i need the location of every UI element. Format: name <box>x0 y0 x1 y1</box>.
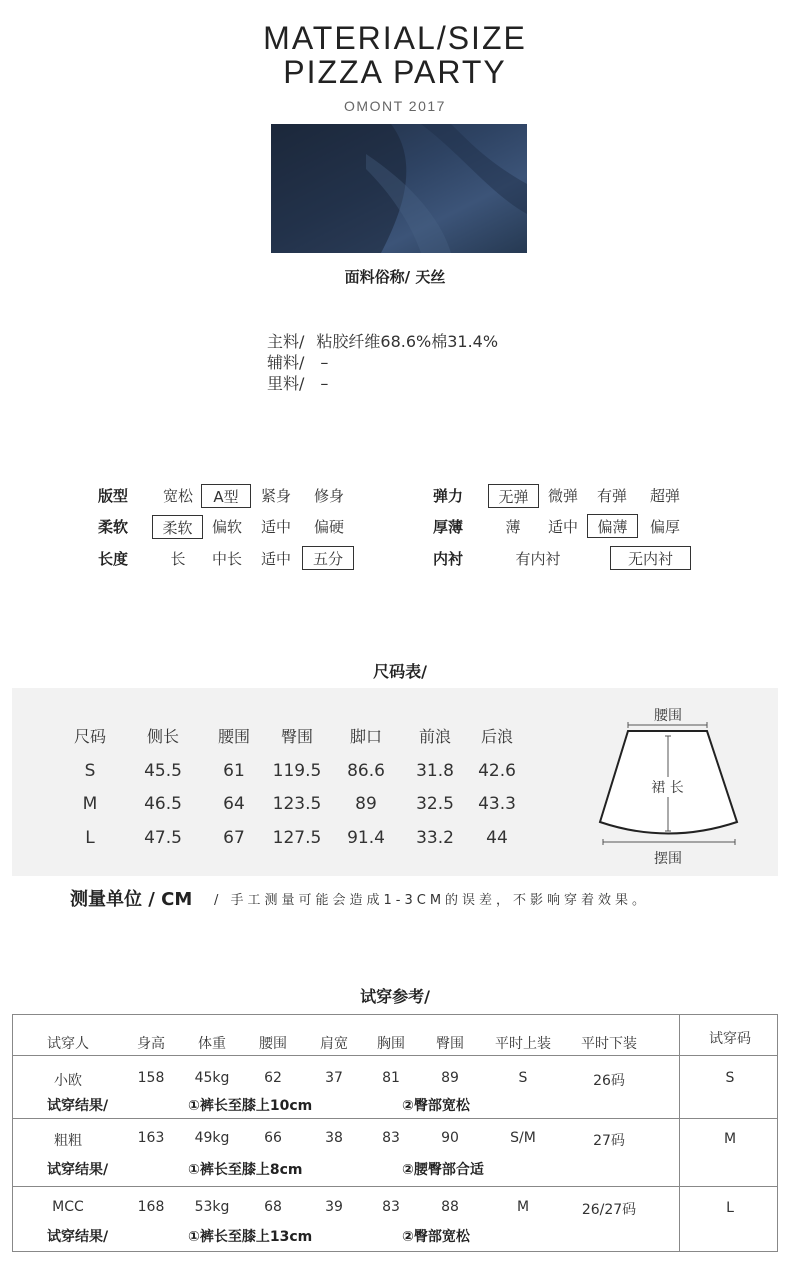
title-line-1: MATERIAL/SIZE <box>263 20 527 56</box>
size-cell: 31.8 <box>416 761 454 781</box>
fitting-cell: 小欧 <box>54 1073 82 1089</box>
diagram-waist-label: 腰围 <box>654 708 682 724</box>
size-cell: 44 <box>486 828 508 848</box>
size-cell: 127.5 <box>272 828 322 848</box>
material-label: 主料/ <box>267 332 305 351</box>
fabric-photo <box>271 124 527 253</box>
material-label: 里料/ <box>267 374 305 393</box>
fitting-result-label: 试穿结果/ <box>47 1098 109 1114</box>
fitting-header-line <box>12 1055 778 1056</box>
fitting-cell: 45kg <box>194 1070 230 1086</box>
fitting-result-2: ②臀部宽松 <box>402 1229 470 1245</box>
fitting-result-1: ①裤长至膝上10cm <box>188 1098 313 1114</box>
fitting-cell: 26/27码 <box>581 1202 637 1218</box>
size-cell: 64 <box>223 794 245 814</box>
fitting-divider <box>679 1014 680 1252</box>
attr-option: 宽松 <box>162 487 193 505</box>
attr-option-selected: 柔软 <box>152 515 203 539</box>
size-header: 前浪 <box>418 727 451 746</box>
fitting-cell: 27码 <box>593 1133 625 1149</box>
attr-label-length: 长度 <box>98 550 129 568</box>
fitting-cell: 163 <box>137 1130 165 1146</box>
attr-option: 适中 <box>547 518 578 536</box>
fitting-cell: 62 <box>264 1070 282 1086</box>
subtitle: OMONT 2017 <box>344 98 446 114</box>
fitting-cell: S <box>518 1070 528 1086</box>
material-value: – <box>320 353 329 372</box>
attr-option-selected: 偏薄 <box>587 514 638 538</box>
size-cell: 123.5 <box>272 794 322 814</box>
fitting-result-1: ①裤长至膝上13cm <box>188 1229 313 1245</box>
size-header: 臀围 <box>280 727 313 746</box>
skirt-diagram <box>595 700 745 870</box>
fitting-header: 平时上装 <box>495 1036 551 1052</box>
size-cell: 32.5 <box>416 794 454 814</box>
attr-option: 紧身 <box>260 487 291 505</box>
fitting-result-1: ①裤长至膝上8cm <box>188 1162 303 1178</box>
fitting-cell: 49kg <box>194 1130 230 1146</box>
attr-label-softness: 柔软 <box>98 518 129 536</box>
title-line-2: PIZZA PARTY <box>283 54 507 90</box>
fitting-size: S <box>725 1070 735 1086</box>
size-cell: L <box>85 828 95 848</box>
fitting-cell: 53kg <box>194 1199 230 1215</box>
size-chart-title: 尺码表/ <box>373 662 427 681</box>
fitting-result-label: 试穿结果/ <box>47 1162 109 1178</box>
attr-label-fit: 版型 <box>98 487 129 505</box>
size-cell: 33.2 <box>416 828 454 848</box>
fitting-header: 胸围 <box>377 1036 405 1052</box>
fitting-row-line <box>12 1118 778 1119</box>
size-header: 腰围 <box>217 727 250 746</box>
attr-option: 偏厚 <box>649 518 680 536</box>
fitting-cell: 81 <box>382 1070 400 1086</box>
fitting-header: 腰围 <box>259 1036 287 1052</box>
size-cell: 46.5 <box>144 794 182 814</box>
attr-option: 有弹 <box>596 487 627 505</box>
attr-option: 微弹 <box>547 487 578 505</box>
material-main <box>267 331 498 352</box>
attr-option: 中长 <box>211 550 242 568</box>
material-aux <box>267 352 328 373</box>
fitting-cell: 26码 <box>593 1073 625 1089</box>
fitting-cell: MCC <box>52 1199 84 1215</box>
fitting-cell: 83 <box>382 1130 400 1146</box>
measurement-unit: 测量单位 / CM <box>70 889 193 910</box>
attr-option-selected: 无内衬 <box>610 546 691 570</box>
diagram-length-label: 裙 长 <box>640 777 695 797</box>
size-cell: 119.5 <box>272 761 322 781</box>
size-header: 脚口 <box>349 727 382 746</box>
material-label: 辅料/ <box>267 353 305 372</box>
attr-label-lining: 内衬 <box>433 550 464 568</box>
size-header: 尺码 <box>73 727 106 746</box>
material-value: 粘胶纤维68.6%棉31.4% <box>316 332 499 351</box>
fitting-header: 试穿人 <box>47 1036 89 1052</box>
fitting-cell: 66 <box>264 1130 282 1146</box>
size-cell: 89 <box>355 794 377 814</box>
attr-option: 偏软 <box>211 518 242 536</box>
fitting-title: 试穿参考/ <box>360 987 430 1006</box>
size-cell: M <box>82 794 98 814</box>
size-cell: 86.6 <box>347 761 385 781</box>
size-cell: 47.5 <box>144 828 182 848</box>
fitting-header: 平时下装 <box>581 1036 637 1052</box>
size-header: 后浪 <box>480 727 513 746</box>
attr-option-selected: A型 <box>201 484 251 508</box>
attr-option-selected: 五分 <box>302 546 354 570</box>
attr-option: 适中 <box>260 518 291 536</box>
fitting-size: M <box>723 1131 737 1147</box>
attr-option: 有内衬 <box>515 550 561 568</box>
fitting-result-2: ②腰臀部合适 <box>402 1162 484 1178</box>
fabric-caption: 面料俗称/ 天丝 <box>344 268 446 286</box>
fitting-size: L <box>726 1200 734 1216</box>
fitting-result-2: ②臀部宽松 <box>402 1098 470 1114</box>
size-cell: 61 <box>223 761 245 781</box>
size-cell: 67 <box>223 828 245 848</box>
fitting-cell: 粗粗 <box>54 1133 82 1149</box>
fitting-cell: 37 <box>325 1070 343 1086</box>
size-cell: 42.6 <box>478 761 516 781</box>
fitting-cell: M <box>516 1199 530 1215</box>
size-header: 侧长 <box>146 727 179 746</box>
fitting-cell: 168 <box>137 1199 165 1215</box>
size-cell: 45.5 <box>144 761 182 781</box>
attr-label-thickness: 厚薄 <box>433 518 464 536</box>
size-cell: 43.3 <box>478 794 516 814</box>
attr-option: 长 <box>170 550 186 568</box>
fitting-cell: 83 <box>382 1199 400 1215</box>
size-cell: S <box>84 761 96 781</box>
fitting-header: 肩宽 <box>320 1036 348 1052</box>
fitting-cell: 39 <box>325 1199 343 1215</box>
material-lining <box>267 373 328 394</box>
attr-option: 薄 <box>505 518 521 536</box>
attr-option: 超弹 <box>649 487 680 505</box>
fitting-header: 身高 <box>137 1036 165 1052</box>
fitting-cell: 88 <box>441 1199 459 1215</box>
fitting-row-line <box>12 1186 778 1187</box>
attr-option: 适中 <box>260 550 291 568</box>
fitting-cell: 38 <box>325 1130 343 1146</box>
material-value: – <box>320 374 329 393</box>
measurement-note: / 手工测量可能会造成1-3CM的误差，不影响穿着效果。 <box>214 893 650 908</box>
size-cell: 91.4 <box>347 828 385 848</box>
fitting-result-label: 试穿结果/ <box>47 1229 109 1245</box>
diagram-hem-label: 摆围 <box>654 851 682 867</box>
attr-option: 偏硬 <box>313 518 344 536</box>
fitting-size-header: 试穿码 <box>709 1031 751 1047</box>
attr-label-elasticity: 弹力 <box>433 487 464 505</box>
fitting-header: 体重 <box>198 1036 226 1052</box>
fitting-cell: 89 <box>441 1070 459 1086</box>
attr-option: 修身 <box>313 487 344 505</box>
fitting-cell: 158 <box>137 1070 165 1086</box>
fitting-cell: S/M <box>510 1130 536 1146</box>
fitting-header: 臀围 <box>436 1036 464 1052</box>
attr-option-selected: 无弹 <box>488 484 539 508</box>
fitting-cell: 90 <box>441 1130 459 1146</box>
fitting-cell: 68 <box>264 1199 282 1215</box>
